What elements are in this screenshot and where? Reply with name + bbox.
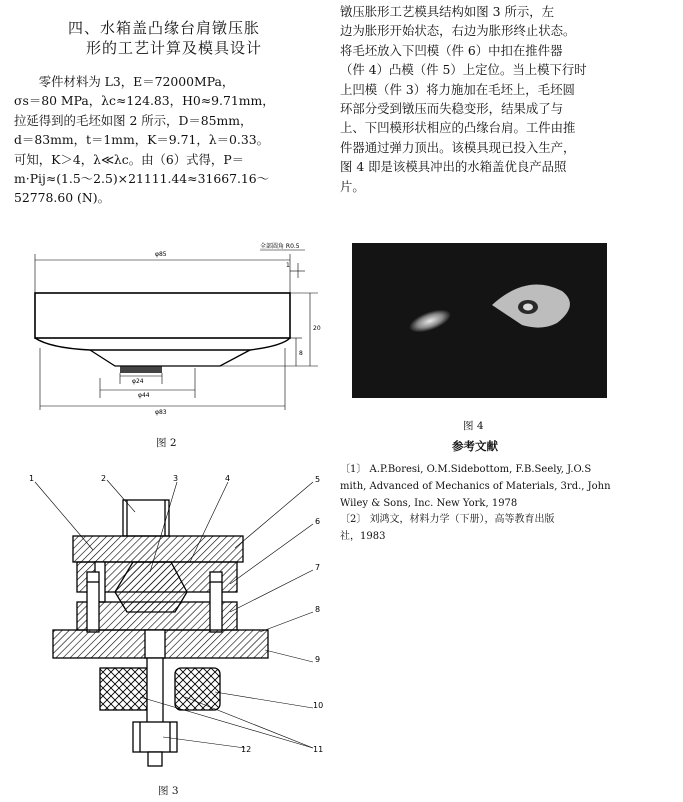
right-paragraph [340,2,675,196]
part-label-7: 7 [315,563,321,572]
section-title-line-1: 四、水箱盖凸缘台肩镦压胀 [68,19,261,37]
text-line: 52778.60 (N)。 [14,190,110,206]
part-label-3: 3 [173,474,179,483]
text-line: 件器通过弹力顶出。该模具现已投入生产， [340,139,576,155]
references-heading: 参考文献 [452,439,498,453]
text-line: 上凹模（件 3）将力施加在毛坯上，毛坯圆 [340,81,575,97]
part-label-12: 12 [241,745,252,754]
part-label-5: 5 [315,475,321,484]
dim-d85: φ85 [155,251,167,258]
fig3-die-drawing [15,472,335,782]
reference-line: Wiley & Sons, Inc. New York, 1978 [340,497,518,509]
dim-d24: φ24 [132,378,144,385]
dim-note: 全部圆角 R0.5 [260,243,300,250]
fig4-photo [352,243,607,398]
section-title [68,18,318,58]
text-line: 镦压胀形工艺模具结构如图 3 所示，左 [340,4,555,19]
fig2-caption: 图 2 [156,437,177,449]
reference-line: 〔2〕 刘鸿文，材料力学（下册），高等教育出版 [340,514,555,526]
part-label-10: 10 [313,701,324,710]
dim-d83: φ83 [155,409,167,416]
text-line: 片。 [340,178,365,194]
text-line: 零件材料为 L3，E＝72000MPa， [14,74,235,89]
fig3-caption: 图 3 [158,785,179,797]
part-label-1: 1 [29,474,35,483]
part-label-8: 8 [315,605,321,614]
fig2-drawing [20,238,340,438]
product-photo-image [352,243,607,398]
part-label-11: 11 [313,745,324,754]
text-line: σs＝80 MPa，λc≈124.83，H0≈9.71mm， [14,93,275,109]
dim-t1: 1 [286,262,290,269]
text-line: 可知，K＞4，λ≪λc。由（6）式得，P＝ [14,151,245,167]
dim-d44: φ44 [138,392,150,399]
text-line: 上、下凹模形状相应的凸缘台肩。工件由推 [340,120,576,136]
references-list [340,462,675,546]
fig4-caption: 图 4 [463,420,484,432]
text-line: 环部分受到镦压而失稳变形，结果成了与 [340,101,564,117]
dim-h20: 20 [313,325,321,332]
text-line: 拉延得到的毛坯如图 2 所示，D＝85mm， [14,112,253,128]
text-line: 图 4 即是该模具冲出的水箱盖优良产品照 [340,159,567,175]
reference-line: 社，1983 [340,531,386,543]
dim-h8: 8 [299,350,303,357]
text-line: 边为胀形开始状态，右边为胀形终止状态。 [340,23,576,39]
section-title-line-2: 形的工艺计算及模具设计 [86,39,263,57]
part-label-9: 9 [315,655,321,664]
part-label-6: 6 [315,517,321,526]
part-label-2: 2 [101,474,107,483]
reference-line: 〔1〕 A.P.Boresi, O.M.Sidebottom, F.B.Seely, J.O.S [340,464,592,475]
text-line: （件 4）凸模（件 5）上定位。当上模下行时 [340,62,587,78]
left-paragraph [14,72,332,208]
text-line: m·Pij≈(1.5～2.5)×21111.44≈31667.16～ [14,171,270,187]
reference-line: mith, Advanced of Mechanics of Materials, 3rd., John [340,480,611,492]
text-line: 将毛坯放入下凹模（件 6）中扣在推件器 [340,42,563,58]
part-label-4: 4 [225,474,231,483]
text-line: d＝83mm，t＝1mm，K＝9.71，λ＝0.33。 [14,132,269,148]
